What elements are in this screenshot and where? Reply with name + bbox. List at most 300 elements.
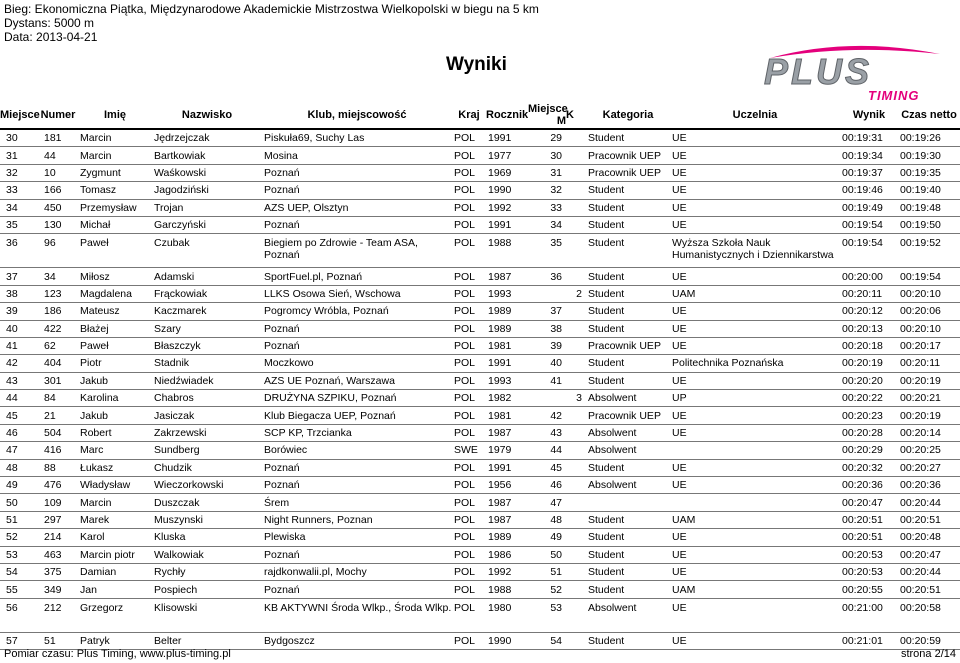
col-last-name-cell: Jędrzejczak [152, 129, 262, 147]
col-number-cell: 349 [38, 581, 78, 598]
col-birth-year-cell: 1987 [486, 424, 528, 441]
col-net-time-cell: 00:20:14 [898, 424, 960, 441]
col-result-cell: 00:20:51 [840, 511, 898, 528]
col-result-cell: 00:20:00 [840, 268, 898, 285]
col-place-cell: 36 [0, 234, 38, 268]
col-birth-year-cell: 1987 [486, 511, 528, 528]
col-place-m-cell: 51 [528, 563, 566, 580]
col-birth-year-header: Rocznik [486, 108, 529, 121]
col-number-cell: 21 [38, 407, 78, 424]
table-row [0, 129, 960, 147]
col-place-m-header: Miejsce M [528, 102, 568, 127]
col-place-k-cell: 2 [566, 285, 586, 302]
col-last-name-cell: Adamski [152, 268, 262, 285]
col-first-name-cell: Władysław [78, 477, 152, 494]
col-country-cell: POL [452, 285, 486, 302]
col-result-cell: 00:19:54 [840, 234, 898, 268]
results-body [0, 129, 960, 650]
col-number-cell: 504 [38, 424, 78, 441]
col-category-cell: Student [586, 216, 670, 233]
table-row [0, 372, 960, 389]
col-last-name-cell: Niedźwiadek [152, 372, 262, 389]
col-birth-year-cell: 1969 [486, 164, 528, 181]
col-first-name-cell: Damian [78, 563, 152, 580]
col-club-cell: Plewiska [262, 529, 452, 546]
col-category-cell: Pracownik UEP [586, 407, 670, 424]
col-university-cell: UE [670, 320, 840, 337]
col-result-cell: 00:19:49 [840, 199, 898, 216]
col-result-cell: 00:20:11 [840, 285, 898, 302]
col-result-cell: 00:20:53 [840, 563, 898, 580]
col-place-cell: 38 [0, 285, 38, 302]
col-country-cell: POL [452, 164, 486, 181]
col-country-cell: POL [452, 129, 486, 147]
col-last-name-cell: Pospiech [152, 581, 262, 598]
col-place-m-cell: 30 [528, 147, 566, 164]
col-club-cell: Poznań [262, 546, 452, 563]
col-place-cell: 32 [0, 164, 38, 181]
col-last-name-cell: Sundberg [152, 442, 262, 459]
col-net-time-cell: 00:20:36 [898, 477, 960, 494]
col-club-cell: Piskuła69, Suchy Las [262, 129, 452, 147]
col-first-name-cell: Przemysław [78, 199, 152, 216]
col-place-m-cell: 34 [528, 216, 566, 233]
col-country-cell: POL [452, 477, 486, 494]
col-country-header: Kraj [458, 108, 480, 121]
col-result-cell: 00:20:20 [840, 372, 898, 389]
col-last-name-cell: Walkowiak [152, 546, 262, 563]
col-place-k-header: K [566, 108, 574, 121]
col-place-cell: 37 [0, 268, 38, 285]
col-number-cell: 422 [38, 320, 78, 337]
col-first-name-cell: Marcin piotr [78, 546, 152, 563]
col-club-cell: Poznań [262, 477, 452, 494]
footer-timing-credit: Pomiar czasu: Plus Timing, www.plus-timing.pl [4, 648, 231, 660]
col-category-cell [586, 494, 670, 511]
col-net-time-cell: 00:20:27 [898, 459, 960, 476]
col-number-cell: 450 [38, 199, 78, 216]
col-place-cell: 55 [0, 581, 38, 598]
col-number-cell: 404 [38, 355, 78, 372]
col-last-name-cell: Frąckowiak [152, 285, 262, 302]
col-place-cell: 57 [0, 632, 38, 649]
col-first-name-cell: Mateusz [78, 303, 152, 320]
col-place-cell: 30 [0, 129, 38, 147]
col-birth-year-cell: 1980 [486, 598, 528, 632]
col-country-cell: POL [452, 182, 486, 199]
col-birth-year-cell: 1991 [486, 459, 528, 476]
col-number-cell: 88 [38, 459, 78, 476]
col-place-k-cell [566, 129, 586, 147]
col-birth-year-cell: 1988 [486, 581, 528, 598]
col-result-cell: 00:20:51 [840, 529, 898, 546]
col-number-cell: 166 [38, 182, 78, 199]
header-row [0, 101, 960, 129]
col-net-time-cell: 00:20:48 [898, 529, 960, 546]
col-place-m-cell: 37 [528, 303, 566, 320]
col-place-k-cell [566, 407, 586, 424]
col-club-cell: Borówiec [262, 442, 452, 459]
col-country-cell: POL [452, 546, 486, 563]
col-place-m-cell: 49 [528, 529, 566, 546]
col-first-name-cell: Karol [78, 529, 152, 546]
col-net-time-cell: 00:19:40 [898, 182, 960, 199]
col-university-cell: UE [670, 182, 840, 199]
col-place-cell: 41 [0, 337, 38, 354]
col-result-header: Wynik [852, 108, 886, 121]
col-place-m-cell: 45 [528, 459, 566, 476]
col-result-cell: 00:20:36 [840, 477, 898, 494]
plus-timing-logo [760, 40, 945, 102]
col-country-cell: POL [452, 303, 486, 320]
table-row [0, 407, 960, 424]
col-last-name-cell: Zakrzewski [152, 424, 262, 441]
col-place-k-cell [566, 529, 586, 546]
col-university-cell: UE [670, 546, 840, 563]
col-place-m-cell: 33 [528, 199, 566, 216]
col-country-cell: POL [452, 216, 486, 233]
col-birth-year-cell: 1991 [486, 216, 528, 233]
col-club-cell: DRUŻYNA SZPIKU, Poznań [262, 390, 452, 407]
col-category-cell: Absolwent [586, 442, 670, 459]
col-birth-year-cell: 1991 [486, 129, 528, 147]
col-first-name-cell: Marc [78, 442, 152, 459]
col-birth-year-cell: 1982 [486, 390, 528, 407]
col-net-time-cell: 00:20:44 [898, 494, 960, 511]
col-club-cell: SportFuel.pl, Poznań [262, 268, 452, 285]
col-place-k-cell [566, 494, 586, 511]
col-first-name-cell: Jakub [78, 372, 152, 389]
col-place-k-cell [566, 182, 586, 199]
col-net-time-cell: 00:20:19 [898, 407, 960, 424]
col-number-cell: 109 [38, 494, 78, 511]
col-category-cell: Student [586, 546, 670, 563]
col-first-name-cell: Paweł [78, 234, 152, 268]
col-birth-year-cell: 1993 [486, 372, 528, 389]
col-first-name-cell: Marcin [78, 129, 152, 147]
table-row [0, 459, 960, 476]
col-place-m-cell: 40 [528, 355, 566, 372]
col-result-cell: 00:20:47 [840, 494, 898, 511]
col-country-cell: POL [452, 355, 486, 372]
col-first-name-cell: Patryk [78, 632, 152, 649]
col-number-cell: 416 [38, 442, 78, 459]
col-first-name-cell: Marcin [78, 147, 152, 164]
col-net-time-cell: 00:19:50 [898, 216, 960, 233]
col-net-time-cell: 00:20:51 [898, 581, 960, 598]
table-row [0, 182, 960, 199]
col-place-cell: 42 [0, 355, 38, 372]
col-result-cell: 00:20:53 [840, 546, 898, 563]
col-net-time-cell: 00:20:11 [898, 355, 960, 372]
col-result-cell: 00:20:18 [840, 337, 898, 354]
col-birth-year-cell: 1991 [486, 355, 528, 372]
col-club-cell: Poznań [262, 459, 452, 476]
col-club-cell: Bydgoszcz [262, 632, 452, 649]
col-place-k-cell [566, 199, 586, 216]
col-country-cell: POL [452, 424, 486, 441]
col-place-cell: 39 [0, 303, 38, 320]
col-birth-year-cell: 1989 [486, 303, 528, 320]
col-net-time-cell: 00:20:06 [898, 303, 960, 320]
col-club-cell: Poznań [262, 581, 452, 598]
col-birth-year-cell: 1977 [486, 147, 528, 164]
col-university-cell: UE [670, 477, 840, 494]
table-row [0, 199, 960, 216]
col-number-cell: 297 [38, 511, 78, 528]
col-birth-year-cell: 1993 [486, 285, 528, 302]
col-place-k-cell [566, 424, 586, 441]
col-place-m-cell: 48 [528, 511, 566, 528]
col-place-cell: 54 [0, 563, 38, 580]
col-country-cell: POL [452, 390, 486, 407]
col-last-name-cell: Muszynski [152, 511, 262, 528]
col-university-cell: UE [670, 147, 840, 164]
col-category-cell: Student [586, 268, 670, 285]
col-first-name-cell: Paweł [78, 337, 152, 354]
col-place-cell: 34 [0, 199, 38, 216]
col-university-header: Uczelnia [732, 108, 778, 121]
col-place-k-cell [566, 355, 586, 372]
col-university-cell: UAM [670, 581, 840, 598]
col-place-m-cell: 42 [528, 407, 566, 424]
col-university-cell: UE [670, 632, 840, 649]
col-number-header: Numer [40, 108, 76, 121]
col-place-k-cell [566, 632, 586, 649]
col-country-cell: POL [452, 147, 486, 164]
col-net-time-cell: 00:20:44 [898, 563, 960, 580]
col-place-m-cell: 43 [528, 424, 566, 441]
col-place-k-cell [566, 477, 586, 494]
col-place-k-cell [566, 442, 586, 459]
col-category-cell: Student [586, 372, 670, 389]
table-row [0, 581, 960, 598]
col-number-cell: 375 [38, 563, 78, 580]
col-place-k-cell [566, 164, 586, 181]
results-table [0, 101, 960, 650]
col-last-name-cell: Waśkowski [152, 164, 262, 181]
col-last-name-cell: Błaszczyk [152, 337, 262, 354]
table-row [0, 285, 960, 302]
col-club-cell: Klub Biegacza UEP, Poznań [262, 407, 452, 424]
col-birth-year-cell: 1992 [486, 563, 528, 580]
col-place-cell: 43 [0, 372, 38, 389]
col-number-cell: 214 [38, 529, 78, 546]
table-row [0, 563, 960, 580]
col-university-cell: UE [670, 337, 840, 354]
col-category-cell: Student [586, 303, 670, 320]
col-category-cell: Student [586, 129, 670, 147]
col-category-cell: Pracownik UEP [586, 164, 670, 181]
col-number-cell: 212 [38, 598, 78, 632]
col-last-name-cell: Stadnik [152, 355, 262, 372]
col-birth-year-cell: 1990 [486, 182, 528, 199]
col-result-cell: 00:20:19 [840, 355, 898, 372]
table-row [0, 337, 960, 354]
col-last-name-cell: Chabros [152, 390, 262, 407]
col-place-cell: 45 [0, 407, 38, 424]
col-place-cell: 44 [0, 390, 38, 407]
col-university-cell: UAM [670, 511, 840, 528]
col-number-cell: 123 [38, 285, 78, 302]
col-place-cell: 46 [0, 424, 38, 441]
col-place-m-cell: 39 [528, 337, 566, 354]
col-last-name-cell: Kaczmarek [152, 303, 262, 320]
col-place-cell: 47 [0, 442, 38, 459]
col-country-cell: POL [452, 563, 486, 580]
col-country-cell: POL [452, 632, 486, 649]
col-category-cell: Pracownik UEP [586, 147, 670, 164]
col-category-cell: Absolwent [586, 477, 670, 494]
col-place-m-cell: 54 [528, 632, 566, 649]
col-place-k-cell [566, 546, 586, 563]
col-net-time-cell: 00:20:19 [898, 372, 960, 389]
col-place-k-cell [566, 563, 586, 580]
col-last-name-cell: Jagodziński [152, 182, 262, 199]
col-country-cell: POL [452, 234, 486, 268]
col-club-cell: Poznań [262, 182, 452, 199]
col-club-cell: AZS UEP, Olsztyn [262, 199, 452, 216]
col-place-k-cell [566, 303, 586, 320]
col-place-cell: 48 [0, 459, 38, 476]
col-last-name-cell: Chudzik [152, 459, 262, 476]
col-first-name-cell: Robert [78, 424, 152, 441]
table-row [0, 303, 960, 320]
col-club-cell: Śrem [262, 494, 452, 511]
col-net-time-cell: 00:20:51 [898, 511, 960, 528]
table-row [0, 477, 960, 494]
col-place-k-cell [566, 459, 586, 476]
col-university-cell: UAM [670, 285, 840, 302]
col-place-k-cell [566, 598, 586, 632]
col-place-m-cell: 36 [528, 268, 566, 285]
col-net-time-cell: 00:20:21 [898, 390, 960, 407]
table-row [0, 598, 960, 632]
col-club-header: Klub, miejscowość [307, 108, 407, 121]
col-university-cell: UE [670, 372, 840, 389]
col-net-time-cell: 00:20:10 [898, 320, 960, 337]
col-number-cell: 62 [38, 337, 78, 354]
table-row [0, 216, 960, 233]
col-country-cell: POL [452, 529, 486, 546]
col-place-cell: 53 [0, 546, 38, 563]
col-university-cell: UE [670, 303, 840, 320]
col-category-cell: Absolwent [586, 598, 670, 632]
col-place-m-cell: 50 [528, 546, 566, 563]
table-row [0, 320, 960, 337]
col-last-name-cell: Duszczak [152, 494, 262, 511]
logo-word-plus: PLUS [764, 51, 873, 92]
col-number-cell: 130 [38, 216, 78, 233]
col-place-m-cell: 38 [528, 320, 566, 337]
table-row [0, 164, 960, 181]
col-birth-year-cell: 1981 [486, 337, 528, 354]
col-result-cell: 00:19:46 [840, 182, 898, 199]
col-place-m-cell: 35 [528, 234, 566, 268]
col-country-cell: POL [452, 494, 486, 511]
col-club-cell: Biegiem po Zdrowie - Team ASA, Poznań [262, 234, 452, 268]
col-first-name-cell: Łukasz [78, 459, 152, 476]
col-category-cell: Absolwent [586, 424, 670, 441]
col-result-cell: 00:20:23 [840, 407, 898, 424]
col-place-m-cell: 47 [528, 494, 566, 511]
col-club-cell: rajdkonwalii.pl, Mochy [262, 563, 452, 580]
col-net-time-header: Czas netto [901, 108, 957, 121]
col-birth-year-cell: 1986 [486, 546, 528, 563]
col-number-cell: 10 [38, 164, 78, 181]
col-result-cell: 00:20:32 [840, 459, 898, 476]
col-club-cell: AZS UE Poznań, Warszawa [262, 372, 452, 389]
col-place-m-cell: 32 [528, 182, 566, 199]
table-row [0, 234, 960, 268]
logo-word-timing: TIMING [868, 88, 920, 102]
col-place-cell: 40 [0, 320, 38, 337]
col-place-k-cell [566, 320, 586, 337]
col-category-cell: Student [586, 355, 670, 372]
col-last-name-cell: Kluska [152, 529, 262, 546]
col-place-k-cell [566, 268, 586, 285]
table-row [0, 511, 960, 528]
col-club-cell: Poznań [262, 164, 452, 181]
col-last-name-cell: Szary [152, 320, 262, 337]
col-number-cell: 181 [38, 129, 78, 147]
col-result-cell: 00:21:01 [840, 632, 898, 649]
col-first-name-cell: Miłosz [78, 268, 152, 285]
col-result-cell: 00:19:31 [840, 129, 898, 147]
col-university-cell: UE [670, 459, 840, 476]
col-birth-year-cell: 1987 [486, 494, 528, 511]
col-first-name-header: Imię [103, 108, 126, 121]
col-result-cell: 00:20:22 [840, 390, 898, 407]
table-row [0, 424, 960, 441]
col-country-cell: POL [452, 511, 486, 528]
col-university-cell: UE [670, 598, 840, 632]
col-category-cell: Student [586, 581, 670, 598]
col-number-cell: 96 [38, 234, 78, 268]
col-country-cell: POL [452, 337, 486, 354]
col-place-m-cell: 52 [528, 581, 566, 598]
col-place-m-cell [528, 390, 566, 407]
col-result-cell: 00:19:34 [840, 147, 898, 164]
col-place-k-cell [566, 511, 586, 528]
col-university-cell: UP [670, 390, 840, 407]
col-club-cell: Poznań [262, 216, 452, 233]
col-category-cell: Student [586, 320, 670, 337]
col-result-cell: 00:20:28 [840, 424, 898, 441]
col-club-cell: Pogromcy Wróbla, Poznań [262, 303, 452, 320]
footer-page-number: strona 2/14 [900, 648, 956, 660]
col-birth-year-cell: 1992 [486, 199, 528, 216]
col-place-k-cell [566, 581, 586, 598]
col-first-name-cell: Karolina [78, 390, 152, 407]
col-category-cell: Student [586, 199, 670, 216]
col-university-cell: UE [670, 129, 840, 147]
col-place-cell: 31 [0, 147, 38, 164]
col-club-cell: Moczkowo [262, 355, 452, 372]
table-row [0, 529, 960, 546]
col-university-cell: Politechnika Poznańska [670, 355, 840, 372]
col-place-cell: 52 [0, 529, 38, 546]
race-info [4, 2, 539, 44]
col-place-m-cell: 44 [528, 442, 566, 459]
col-last-name-cell: Garczyński [152, 216, 262, 233]
col-last-name-cell: Jasiczak [152, 407, 262, 424]
col-category-cell: Absolwent [586, 390, 670, 407]
col-university-cell: UE [670, 407, 840, 424]
col-result-cell: 00:19:54 [840, 216, 898, 233]
page-title: Wyniki [446, 54, 507, 75]
col-first-name-cell: Piotr [78, 355, 152, 372]
